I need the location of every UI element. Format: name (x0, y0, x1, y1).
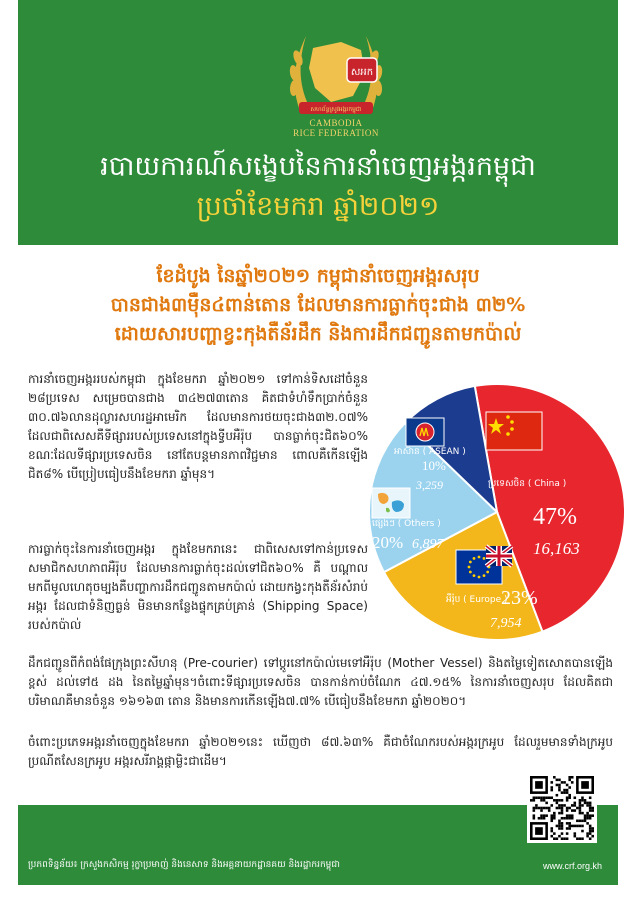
pie-percent-1: 23% (501, 587, 538, 609)
headline-line2: បានជាង៣ម៉ឺន៤ពាន់តោន ដែលមានការធ្លាក់ចុះជាង ៣២% (110, 294, 526, 316)
pie-value-1: 7,954 (490, 616, 522, 631)
qr-code-icon[interactable] (527, 773, 597, 843)
pie-percent-0: 47% (533, 504, 577, 530)
china-flag-icon (486, 412, 542, 450)
world-map-icon (372, 488, 410, 518)
report-title: របាយការណ៍សង្ខេបនៃការនាំចេញអង្ករកម្ពុជា (100, 151, 536, 182)
logo-caption-line2: RICE FEDERATION (293, 128, 379, 138)
export-share-pie-chart (358, 376, 636, 648)
footer-source: ប្រភពទិន្នន័យ៖ ក្រសួងកសិកម្ម រុក្ខាប្រមាញ់ និងនេសាទ និងអគ្គនាយកដ្ឋានគយ និងរដ្ឋាករកម្ពុជា (28, 860, 340, 870)
logo-abbr: សអក (350, 67, 374, 78)
headline-line1: ខែដំបូង នៃឆ្នាំ២០២១ កម្ពុជានាំចេញអង្ករសរុប (156, 265, 480, 287)
paragraph-decline: ការធ្លាក់ចុះនៃការនាំចេញអង្ករ ក្នុងខែមករានេះ ជាពិសេសទៅកាន់ប្រទេសសមាជិកសហភាពអឺរ៉ុប ដែលមានការធ្លាក់ចុះដល់ទៅជិត៦០% គឺ បណ្តាលមកពីមូលហេតុចម្បងគឺបញ្ហាការដឹកជញ្ជូនតាមកប៉ាល់ ដោយកង្វះកុងតឺន័រសំរាប់អង្ករ ដែលជាទំនិញធ្ងន់ មិនមានកន្លែងផ្ទុកគ្រប់គ្រាន់ (Shipping Space) របស់កប៉ាល់ (28, 542, 368, 632)
pie-label-2: ផ្សេងៗ ( Others ) (372, 519, 441, 529)
paragraph-rice-types: ចំពោះប្រភេទអង្ករនាំចេញក្នុងខែមករា ឆ្នាំ២០២១នេះ ឃើញថា ៨៧.៦៣% គឺជាចំណែករបស់អង្ករក្រអូប ដែលរួមមានទាំងក្រអូបប្រណីតសែនក្រអូប អង្ករសរីរាង្គផ្កាម្លិះជាដើម។ (28, 735, 613, 768)
pie-percent-3: 10% (422, 458, 446, 473)
headline-line3: ដោយសារបញ្ហាខ្វះកុងតឺន័រដឹក និងការដឹកជញ្ជូនតាមកប៉ាល់ (114, 323, 522, 345)
pie-label-1: អឺរ៉ុប ( Europe ) (446, 595, 508, 605)
headline (18, 262, 618, 349)
pie-label-3: អាស៊ាន ( ASEAN ) (394, 447, 466, 457)
paragraph-decline-continued: ដឹកជញ្ជូនពីកំពង់ផែក្រុងព្រះសីហនុ (Pre-courier) ទៅប្តូរនៅកប៉ាល់មេទៅអឺរ៉ុប (Mother Vessel) និងតម្លៃទៀតសោតបានឡើងខ្ពស់ ដល់ទៅ៥ ដង នៃតម្លៃឆ្នាំមុន។ចំពោះទីផ្សារប្រទេសចិន បានកាន់កាប់ចំណែក ៤៧.១៥% នៃការនាំចេញសរុប ដែលគិតជាបរិមាណគឺមានចំនួន ១៦១៦៣ តោន និងមានការកើនឡើង៧.៧% បើធៀបនឹងខែមករា ឆ្នាំ២០២០។ (28, 656, 613, 708)
report-subtitle: ប្រចាំខែមករា ឆ្នាំ២០២១ (196, 191, 440, 222)
pie-value-3: 3,259 (416, 478, 443, 492)
footer-url[interactable]: www.crf.org.kh (542, 861, 602, 871)
logo-subtitle: សហព័ន្ធស្រូវអង្ករកម្ពុជា (310, 106, 362, 113)
logo-caption-line1: CAMBODIA (309, 118, 363, 128)
paragraph-overview: ការនាំចេញអង្កររបស់កម្ពុជា ក្នុងខែមករា ឆ្នាំ២០២១ ទៅកាន់ទិសដៅចំនួន ២៨ប្រទេស សម្រេចបានជាង ៣៤២៧៣តោន គិតជាទំហំទឹកប្រាក់ចំនួន ៣០.៧៦លានដុល្លារសហរដ្ឋអាមេរិក ដែលមានការថយចុះជាង៣២.០៧% ដែលជាពិសេសគឺទីផ្សាររបស់ប្រទេសនៅក្នុងទ្វីបអឺរ៉ុប បានធ្លាក់ចុះជិត៦០% ខណៈដែលទីផ្សារប្រទេសចិន នៅតែបន្តមានភាពវិជ្ជមាន ពោលគឺកើនឡើងជិត៨% បើប្រៀបធៀបនឹងខែមករា ឆ្នាំមុន។ (28, 372, 368, 481)
header-banner (18, 0, 618, 245)
pie-value-0: 16,163 (533, 539, 580, 558)
crf-logo-icon (281, 18, 391, 133)
asean-logo-icon (406, 418, 444, 446)
logo-caption (266, 118, 406, 138)
pie-percent-2: 20% (372, 533, 404, 552)
pie-label-0: ប្រទេសចិន ( China ) (488, 479, 567, 489)
pie-value-2: 6,897 (412, 537, 444, 552)
